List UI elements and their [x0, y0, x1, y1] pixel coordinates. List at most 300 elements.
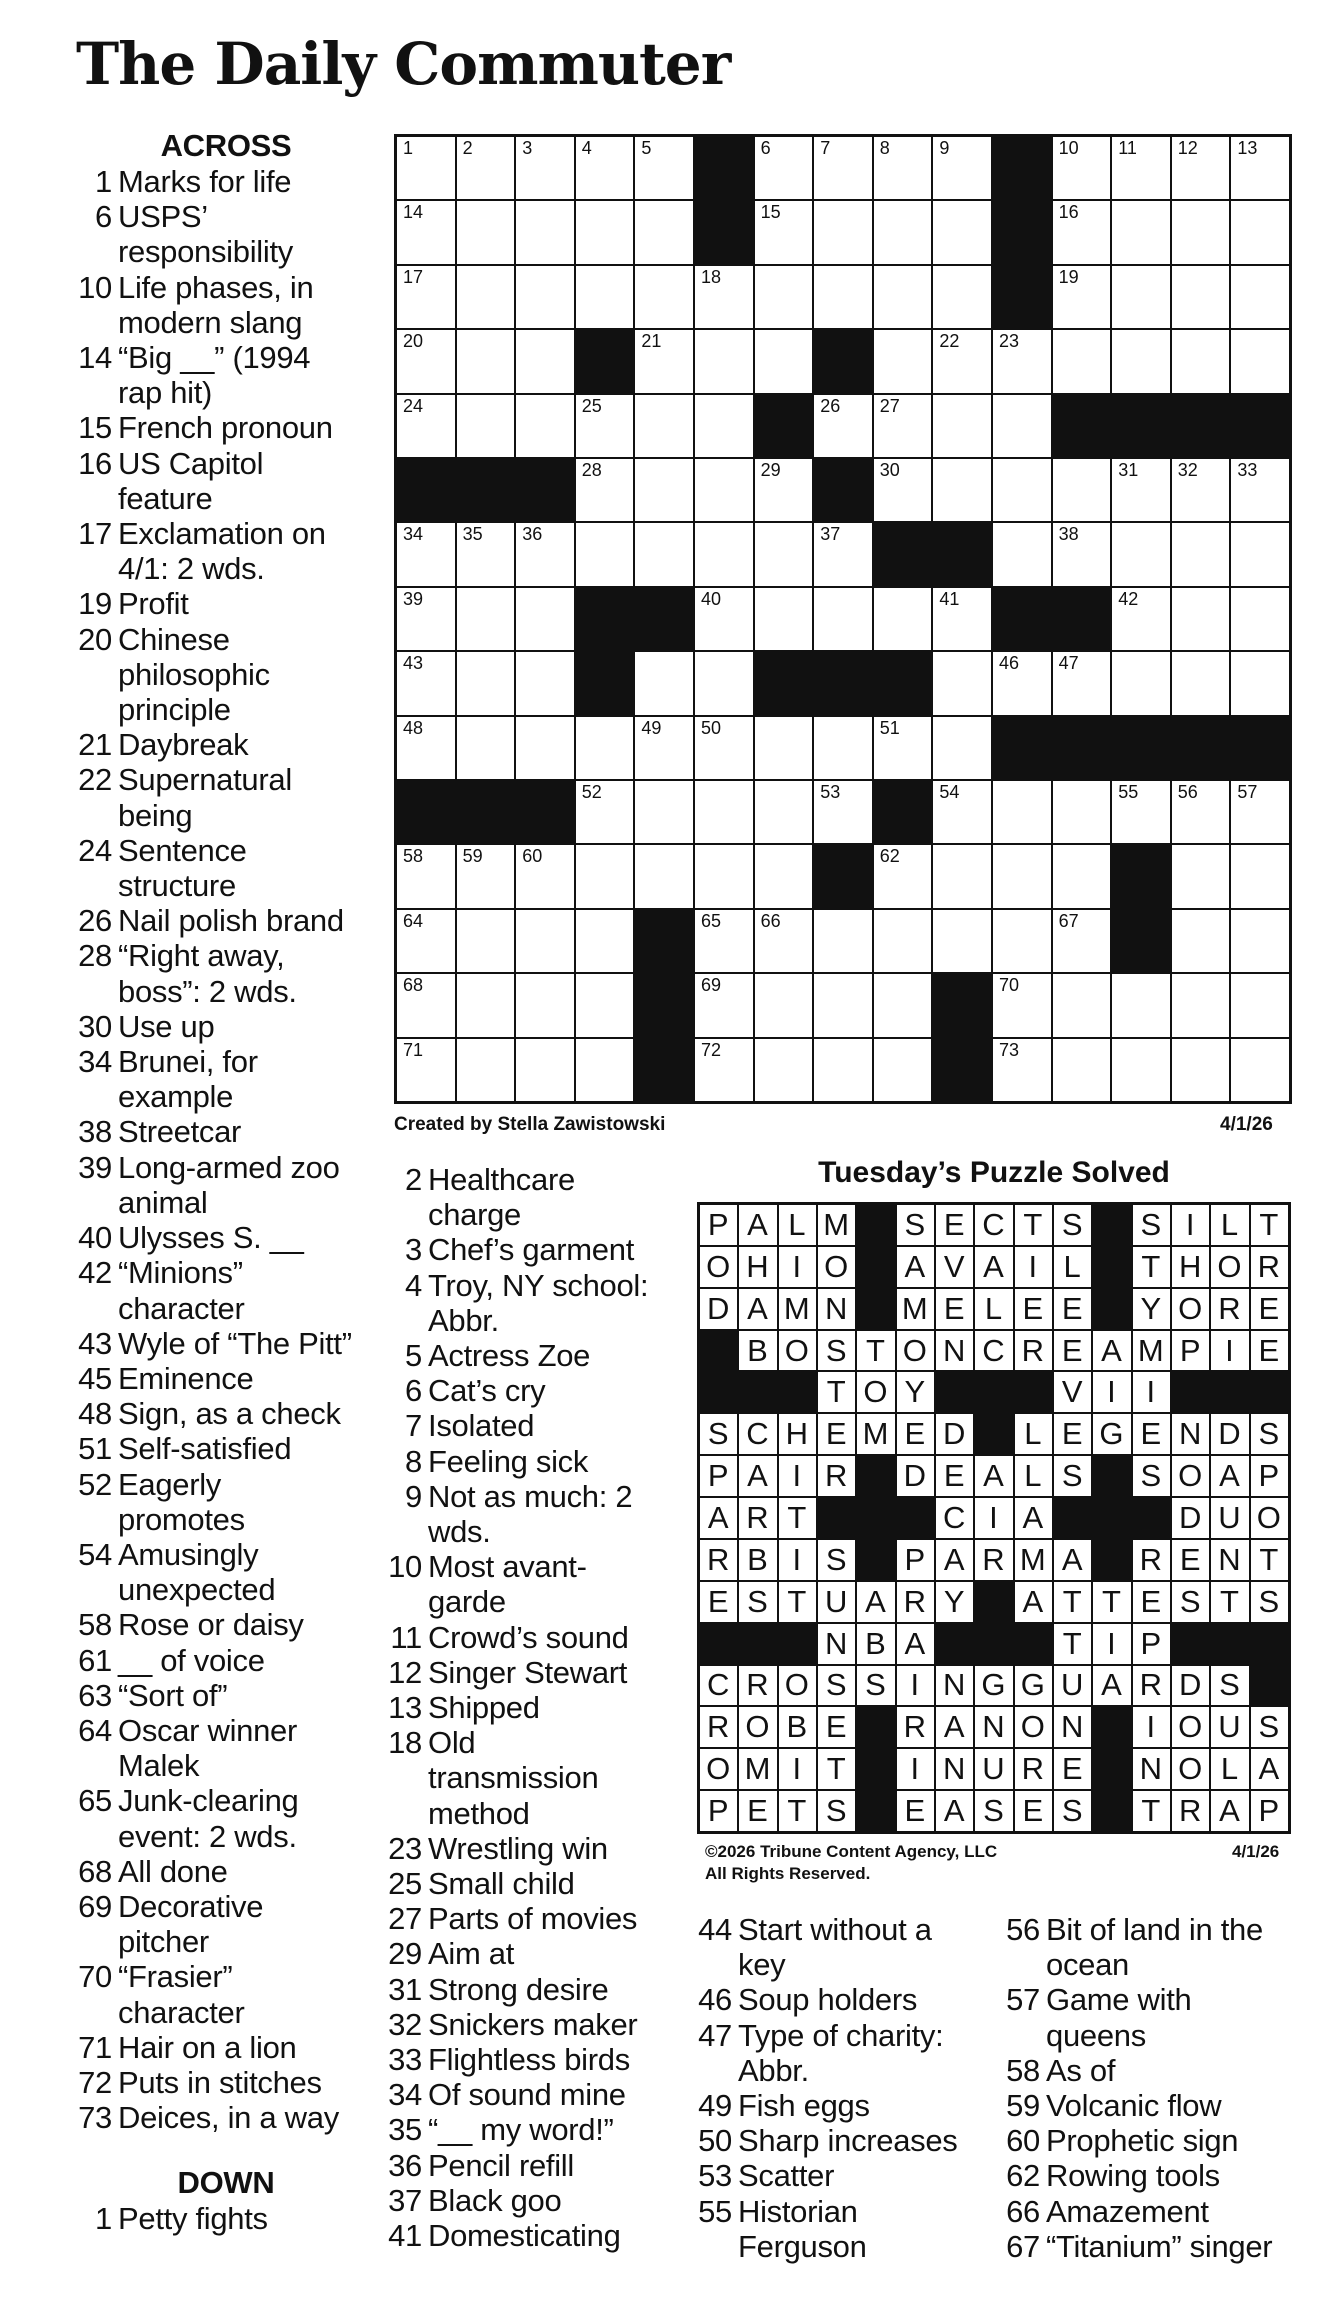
grid-cell[interactable]: [516, 910, 574, 972]
black-square: [1093, 1540, 1130, 1580]
grid-cell[interactable]: [1172, 588, 1230, 650]
grid-cell[interactable]: [457, 266, 515, 328]
grid-cell[interactable]: [1172, 1039, 1230, 1101]
clue-text: Life phases, in: [118, 269, 314, 305]
black-square: [857, 1456, 894, 1496]
grid-cell[interactable]: [1172, 266, 1230, 328]
grid-cell[interactable]: [516, 717, 574, 779]
clue-text: Long-armed zoo: [118, 1149, 340, 1185]
grid-cell[interactable]: [1172, 523, 1230, 585]
clue-text: Ferguson: [738, 2228, 867, 2264]
clue-text: Chef’s garment: [428, 1232, 635, 1268]
grid-cell[interactable]: [695, 717, 753, 779]
cell-number: 66: [760, 910, 781, 931]
cell-letter: T: [1062, 1625, 1083, 1661]
cell-letter: D: [1178, 1499, 1203, 1535]
black-square: [993, 717, 1051, 779]
grid-cell[interactable]: [397, 523, 455, 585]
grid-cell[interactable]: [695, 395, 753, 457]
clue-text: unexpected: [118, 1572, 276, 1608]
grid-cell[interactable]: [397, 910, 455, 972]
grid-cell[interactable]: [755, 717, 813, 779]
grid-cell[interactable]: [874, 588, 932, 650]
grid-cell[interactable]: [635, 137, 693, 199]
solved-cell: [975, 1791, 1012, 1831]
grid-cell[interactable]: [814, 781, 872, 843]
grid-cell[interactable]: [1112, 330, 1170, 392]
grid-cell[interactable]: [397, 717, 455, 779]
cell-letter: A: [943, 1541, 966, 1577]
grid-cell[interactable]: [1231, 330, 1289, 392]
black-square: [1093, 1498, 1130, 1538]
grid-cell[interactable]: [1172, 910, 1230, 972]
clue-number: 58: [1006, 2052, 1040, 2088]
solved-cell: [1211, 1414, 1248, 1454]
grid-cell[interactable]: [993, 459, 1051, 521]
grid-cell[interactable]: [635, 201, 693, 263]
grid-cell[interactable]: [397, 588, 455, 650]
cell-number: 29: [760, 460, 781, 480]
grid-cell[interactable]: [576, 459, 634, 521]
black-square: [1231, 395, 1289, 457]
cell-letter: A: [904, 1248, 927, 1284]
grid-cell[interactable]: [933, 459, 991, 521]
grid-cell[interactable]: [516, 137, 574, 199]
cell-letter: I: [989, 1499, 999, 1535]
grid-cell[interactable]: [1172, 137, 1230, 199]
grid-cell[interactable]: [874, 330, 932, 392]
grid-cell[interactable]: [516, 523, 574, 585]
grid-cell[interactable]: [874, 266, 932, 328]
grid-cell[interactable]: [1112, 1039, 1170, 1101]
grid-cell[interactable]: [457, 845, 515, 907]
grid-cell[interactable]: [516, 845, 574, 907]
black-square: [1112, 910, 1170, 972]
solved-cell: [1172, 1205, 1209, 1245]
solved-cell: [1015, 1331, 1052, 1371]
grid-cell[interactable]: [635, 717, 693, 779]
grid-cell[interactable]: [1053, 1039, 1111, 1101]
grid-cell[interactable]: [814, 523, 872, 585]
grid-cell[interactable]: [814, 910, 872, 972]
grid-cell[interactable]: [576, 910, 634, 972]
solved-cell: [818, 1289, 855, 1329]
cell-letter: B: [747, 1332, 769, 1368]
cell-number: 4: [581, 138, 592, 158]
grid-cell[interactable]: [1172, 330, 1230, 392]
grid-cell[interactable]: [516, 395, 574, 457]
puzzle-date: 4/1/26: [1220, 1114, 1273, 1135]
solved-cell: [1133, 1456, 1170, 1496]
grid-cell[interactable]: [993, 523, 1051, 585]
clue-text: Type of charity:: [738, 2017, 944, 2053]
clue-number: 33: [388, 2042, 422, 2078]
grid-cell[interactable]: [576, 266, 634, 328]
grid-cell[interactable]: [457, 137, 515, 199]
grid-cell[interactable]: [576, 201, 634, 263]
grid-cell[interactable]: [1053, 652, 1111, 714]
clue-item: [76, 1326, 386, 1361]
clue-text: animal: [118, 1184, 208, 1220]
grid-cell[interactable]: [874, 910, 932, 972]
grid-cell[interactable]: [1112, 781, 1170, 843]
grid-cell[interactable]: [635, 395, 693, 457]
grid-cell[interactable]: [933, 201, 991, 263]
grid-cell[interactable]: [1231, 266, 1289, 328]
black-square: [857, 1289, 894, 1329]
solved-cell: [936, 1707, 973, 1747]
grid-cell[interactable]: [755, 910, 813, 972]
grid-cell[interactable]: [1231, 652, 1289, 714]
solved-cell: [1093, 1372, 1130, 1412]
grid-cell[interactable]: [1112, 201, 1170, 263]
grid-cell[interactable]: [1053, 201, 1111, 263]
grid-cell[interactable]: [695, 1039, 753, 1101]
cell-letter: S: [1140, 1206, 1163, 1242]
grid-cell[interactable]: [1231, 588, 1289, 650]
grid-cell[interactable]: [933, 717, 991, 779]
grid-cell[interactable]: [1231, 781, 1289, 843]
grid-cell[interactable]: [635, 330, 693, 392]
solved-cell: [897, 1456, 934, 1496]
grid-cell[interactable]: [814, 974, 872, 1036]
black-square: [857, 1498, 894, 1538]
grid-cell[interactable]: [635, 266, 693, 328]
solved-cell: [818, 1540, 855, 1580]
grid-cell[interactable]: [635, 781, 693, 843]
grid-cell[interactable]: [576, 523, 634, 585]
cell-letter: U: [982, 1751, 1006, 1787]
grid-cell[interactable]: [695, 781, 753, 843]
clue-number: 72: [78, 2064, 112, 2100]
grid-cell[interactable]: [874, 845, 932, 907]
clue-text: Deices, in a way: [118, 2100, 339, 2136]
grid-cell[interactable]: [755, 330, 813, 392]
solved-cell: [1015, 1749, 1052, 1789]
grid-cell[interactable]: [516, 652, 574, 714]
grid-cell[interactable]: [814, 1039, 872, 1101]
grid-cell[interactable]: [1053, 459, 1111, 521]
grid-cell[interactable]: [874, 137, 932, 199]
clue-item: [386, 1408, 686, 1443]
cell-letter: O: [706, 1248, 732, 1284]
grid-cell[interactable]: [457, 1039, 515, 1101]
grid-cell[interactable]: [397, 395, 455, 457]
solved-cell: [1172, 1540, 1209, 1580]
grid-cell[interactable]: [516, 1039, 574, 1101]
solved-cell: [936, 1414, 973, 1454]
solved-cell: [1211, 1749, 1248, 1789]
grid-cell[interactable]: [814, 201, 872, 263]
grid-cell[interactable]: [397, 137, 455, 199]
grid-cell[interactable]: [1231, 201, 1289, 263]
clue-item: [386, 1162, 686, 1232]
grid-cell[interactable]: [814, 137, 872, 199]
grid-cell[interactable]: [993, 652, 1051, 714]
clue-text: Abbr.: [428, 1302, 499, 1338]
grid-cell[interactable]: [755, 137, 813, 199]
grid-cell[interactable]: [755, 1039, 813, 1101]
grid-cell[interactable]: [397, 845, 455, 907]
cell-number: 21: [641, 331, 662, 352]
clue-text: Not as much: 2: [428, 1478, 633, 1514]
grid-cell[interactable]: [1053, 910, 1111, 972]
grid-cell[interactable]: [457, 974, 515, 1036]
clue-text: garde: [428, 1584, 506, 1620]
grid-cell[interactable]: [814, 717, 872, 779]
grid-cell[interactable]: [933, 910, 991, 972]
black-square: [635, 910, 693, 972]
grid-cell[interactable]: [457, 717, 515, 779]
grid-cell[interactable]: [993, 330, 1051, 392]
clue-text: feature: [118, 480, 213, 516]
grid-cell[interactable]: [695, 266, 753, 328]
clue-text: pitcher: [118, 1924, 209, 1960]
grid-cell[interactable]: [1112, 974, 1170, 1036]
grid-cell[interactable]: [933, 845, 991, 907]
grid-cell[interactable]: [814, 266, 872, 328]
grid-cell[interactable]: [1231, 910, 1289, 972]
grid-cell[interactable]: [457, 395, 515, 457]
grid-cell[interactable]: [755, 459, 813, 521]
grid-cell[interactable]: [1053, 523, 1111, 585]
grid-cell[interactable]: [1053, 137, 1111, 199]
clue-text: Ulysses S. __: [118, 1220, 304, 1256]
clue-number: 57: [1006, 1982, 1040, 2018]
grid-cell[interactable]: [457, 652, 515, 714]
clue-item: [386, 1338, 686, 1373]
grid-cell[interactable]: [755, 201, 813, 263]
solved-cell: [1172, 1582, 1209, 1622]
grid-cell[interactable]: [933, 137, 991, 199]
grid-cell[interactable]: [516, 330, 574, 392]
grid-cell[interactable]: [457, 523, 515, 585]
grid-cell[interactable]: [993, 845, 1051, 907]
grid-cell[interactable]: [874, 717, 932, 779]
grid-cell[interactable]: [814, 395, 872, 457]
clue-item: [76, 1114, 386, 1149]
grid-cell[interactable]: [1231, 523, 1289, 585]
grid-cell[interactable]: [874, 459, 932, 521]
grid-cell[interactable]: [874, 395, 932, 457]
grid-cell[interactable]: [397, 266, 455, 328]
grid-cell[interactable]: [576, 781, 634, 843]
solved-cell: [1015, 1791, 1052, 1831]
cell-letter: S: [865, 1667, 887, 1703]
grid-cell[interactable]: [755, 588, 813, 650]
clue-text: key: [738, 1947, 786, 1983]
grid-cell[interactable]: [516, 974, 574, 1036]
solved-cell: [1093, 1582, 1130, 1622]
clue-text: Start without a: [738, 1912, 932, 1947]
clue-text: French pronoun: [118, 410, 333, 446]
solved-cell: [700, 1289, 737, 1329]
grid-cell[interactable]: [516, 201, 574, 263]
grid-cell[interactable]: [1172, 845, 1230, 907]
cell-letter: B: [786, 1709, 809, 1745]
black-square: [1251, 1666, 1288, 1706]
grid-cell[interactable]: [755, 523, 813, 585]
grid-cell[interactable]: [1112, 137, 1170, 199]
grid-cell[interactable]: [1053, 266, 1111, 328]
grid-cell[interactable]: [397, 1039, 455, 1101]
grid-cell[interactable]: [933, 588, 991, 650]
clue-number: 66: [1006, 2193, 1040, 2229]
grid-cell[interactable]: [1172, 459, 1230, 521]
grid-cell[interactable]: [1112, 588, 1170, 650]
cell-letter: E: [1061, 1416, 1084, 1452]
grid-cell[interactable]: [933, 330, 991, 392]
grid-cell[interactable]: [397, 201, 455, 263]
solved-cell: [1251, 1749, 1288, 1789]
cell-letter: R: [1021, 1332, 1046, 1368]
clue-number: 13: [388, 1690, 422, 1726]
grid-cell[interactable]: [695, 523, 753, 585]
grid-cell[interactable]: [1053, 330, 1111, 392]
cell-number: 30: [879, 460, 900, 480]
cell-number: 32: [1177, 460, 1198, 480]
black-square: [975, 1624, 1012, 1664]
black-square: [1251, 1372, 1288, 1412]
grid-cell[interactable]: [1112, 652, 1170, 714]
cell-number: 9: [939, 138, 950, 158]
clue-text: responsibility: [118, 234, 293, 270]
cell-number: 49: [641, 717, 662, 738]
cell-letter: M: [744, 1751, 772, 1787]
solved-cell: [975, 1247, 1012, 1287]
grid-cell[interactable]: [1053, 781, 1111, 843]
solved-cell: [1172, 1749, 1209, 1789]
cell-letter: Y: [904, 1374, 927, 1410]
grid-cell[interactable]: [1231, 974, 1289, 1036]
grid-cell[interactable]: [993, 781, 1051, 843]
grid-cell[interactable]: [1172, 652, 1230, 714]
grid-cell[interactable]: [695, 330, 753, 392]
grid-cell[interactable]: [1112, 266, 1170, 328]
clue-item: [386, 2007, 686, 2042]
grid-cell[interactable]: [1231, 1039, 1289, 1101]
grid-cell[interactable]: [695, 588, 753, 650]
grid-cell[interactable]: [695, 845, 753, 907]
cell-letter: I: [1107, 1374, 1117, 1410]
grid-cell[interactable]: [457, 910, 515, 972]
grid-cell[interactable]: [635, 652, 693, 714]
black-square: [1093, 1289, 1130, 1329]
clue-text: Isolated: [428, 1408, 535, 1444]
grid-cell[interactable]: [755, 845, 813, 907]
grid-cell[interactable]: [874, 201, 932, 263]
grid-cell[interactable]: [576, 395, 634, 457]
grid-cell[interactable]: [457, 201, 515, 263]
grid-cell[interactable]: [635, 845, 693, 907]
grid-cell[interactable]: [576, 1039, 634, 1101]
grid-cell[interactable]: [576, 717, 634, 779]
clue-text: Volcanic flow: [1046, 2088, 1222, 2124]
grid-cell[interactable]: [814, 588, 872, 650]
grid-cell[interactable]: [516, 266, 574, 328]
grid-cell[interactable]: [695, 910, 753, 972]
grid-cell[interactable]: [755, 974, 813, 1036]
grid-cell[interactable]: [993, 910, 1051, 972]
grid-cell[interactable]: [755, 266, 813, 328]
grid-cell[interactable]: [1231, 459, 1289, 521]
cell-letter: G: [1020, 1667, 1046, 1703]
cell-letter: T: [1259, 1541, 1280, 1577]
grid-cell[interactable]: [755, 781, 813, 843]
solved-cell: [818, 1791, 855, 1831]
cell-letter: C: [706, 1667, 731, 1703]
cell-letter: S: [1219, 1667, 1241, 1703]
solved-cell: [1015, 1205, 1052, 1245]
grid-cell[interactable]: [1231, 137, 1289, 199]
grid-cell[interactable]: [635, 523, 693, 585]
clue-text: Streetcar: [118, 1114, 242, 1150]
black-square: [700, 1331, 737, 1371]
grid-cell[interactable]: [695, 652, 753, 714]
black-square: [993, 588, 1051, 650]
clue-number: 55: [698, 2193, 732, 2229]
grid-cell[interactable]: [1231, 845, 1289, 907]
clue-text: Shipped: [428, 1690, 540, 1726]
grid-cell[interactable]: [933, 652, 991, 714]
grid-cell[interactable]: [576, 137, 634, 199]
solved-cell: [818, 1331, 855, 1371]
solved-cell: [936, 1247, 973, 1287]
solved-cell: [1054, 1456, 1091, 1496]
cell-letter: R: [706, 1541, 731, 1577]
grid-cell[interactable]: [397, 974, 455, 1036]
grid-cell[interactable]: [993, 1039, 1051, 1101]
grid-cell[interactable]: [1172, 974, 1230, 1036]
grid-cell[interactable]: [1112, 523, 1170, 585]
grid-cell[interactable]: [933, 266, 991, 328]
grid-cell[interactable]: [933, 781, 991, 843]
clue-text: Sharp increases: [738, 2123, 958, 2159]
grid-cell[interactable]: [516, 588, 574, 650]
solved-cell: [739, 1205, 776, 1245]
grid-cell[interactable]: [457, 330, 515, 392]
grid-cell[interactable]: [993, 974, 1051, 1036]
grid-cell[interactable]: [397, 652, 455, 714]
clue-item: [76, 516, 386, 586]
grid-cell[interactable]: [933, 395, 991, 457]
solved-cell: [1251, 1582, 1288, 1622]
grid-cell[interactable]: [576, 974, 634, 1036]
grid-cell[interactable]: [576, 845, 634, 907]
grid-cell[interactable]: [1172, 201, 1230, 263]
grid-cell[interactable]: [635, 459, 693, 521]
grid-cell[interactable]: [397, 330, 455, 392]
solved-cell: [1015, 1414, 1052, 1454]
grid-cell[interactable]: [695, 974, 753, 1036]
cell-number: 25: [581, 395, 602, 416]
grid-cell[interactable]: [874, 1039, 932, 1101]
cell-letter: S: [825, 1793, 848, 1829]
cell-letter: M: [1137, 1332, 1165, 1368]
grid-cell[interactable]: [874, 974, 932, 1036]
clue-text: Small child: [428, 1866, 575, 1902]
cell-letter: E: [1179, 1541, 1202, 1577]
grid-cell[interactable]: [457, 588, 515, 650]
grid-cell[interactable]: [993, 395, 1051, 457]
clue-item: [76, 1678, 386, 1713]
grid-cell[interactable]: [1172, 781, 1230, 843]
grid-cell[interactable]: [1112, 459, 1170, 521]
grid-cell[interactable]: [1053, 845, 1111, 907]
cell-letter: C: [942, 1499, 967, 1535]
grid-cell[interactable]: [695, 459, 753, 521]
grid-cell[interactable]: [1053, 974, 1111, 1036]
